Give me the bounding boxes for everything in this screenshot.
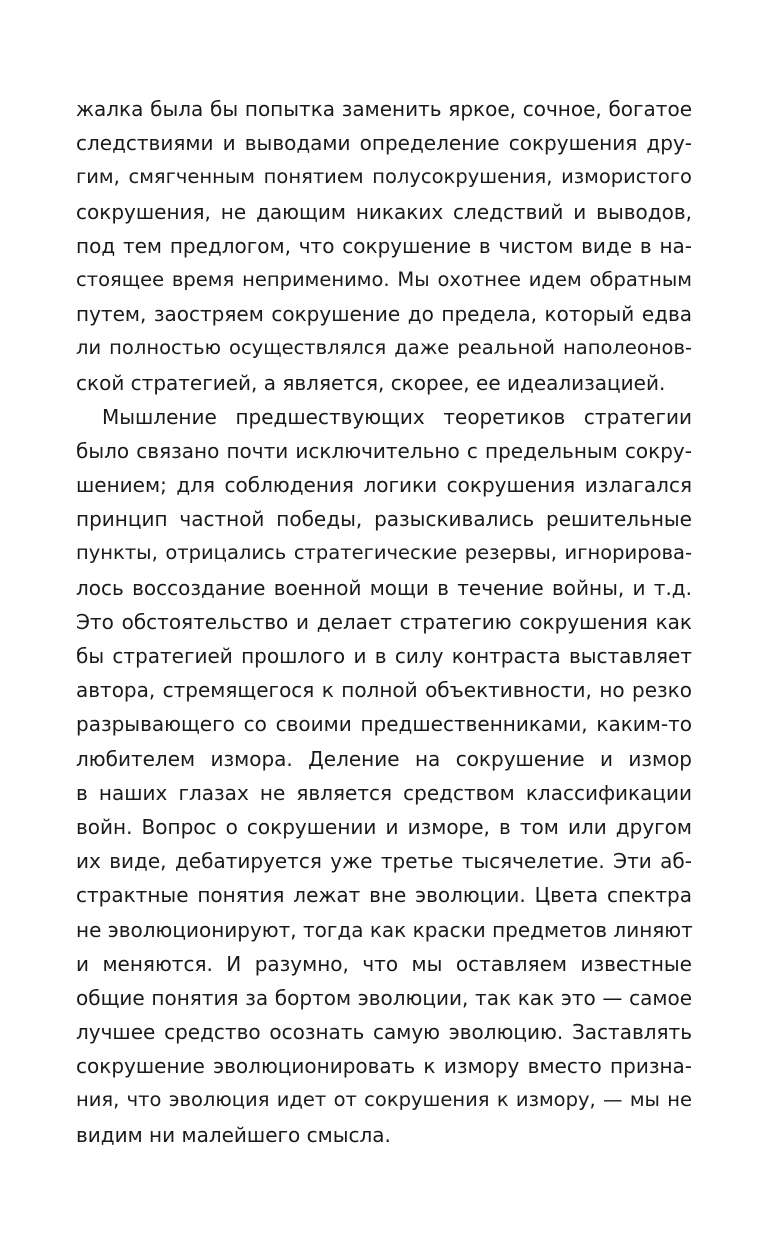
text-line: ния, что эволюция идет от сокрушения к измору, — мы не xyxy=(76,1088,692,1112)
text-line: бы стратегией прошлого и в силу контраста выставляет xyxy=(76,644,692,668)
paragraph-2 xyxy=(76,400,692,1152)
page-text xyxy=(76,92,692,1152)
text-line: Мышление предшествующих теоретиков стратегии xyxy=(102,404,692,429)
text-line: автора, стремящегося к полной объективности, но резко xyxy=(76,678,692,703)
text-line: пункты, отрицались стратегические резервы, игнорирова- xyxy=(76,541,692,565)
text-line: принцип частной победы, разыскивались решительные xyxy=(76,507,692,532)
text-line: страктные понятия лежат вне эволюции. Цвета спектра xyxy=(76,883,692,908)
text-line: ли полностью осуществлялся даже реальной наполеонов- xyxy=(76,336,692,360)
text-line: стоящее время неприменимо. Мы охотнее идем обратным xyxy=(76,267,692,291)
text-line: любителем измора. Деление на сокрушение и измор xyxy=(76,746,692,771)
text-line: жалка была бы попытка заменить яркое, сочное, богатое xyxy=(76,97,692,121)
text-line: войн. Вопрос о сокрушении и изморе, в том или другом xyxy=(76,814,692,839)
text-line: лучшее средство осознать самую эволюцию. Заставлять xyxy=(76,1020,692,1045)
text-line: шением; для соблюдения логики сокрушения излагался xyxy=(76,473,692,498)
text-line: следствиями и выводами определение сокрушения дру- xyxy=(76,131,692,156)
text-line: было связано почти исключительно с предельным сокру- xyxy=(76,438,692,463)
text-line: путем, заостряем сокрушение до предела, который едва xyxy=(76,302,692,327)
text-line: их виде, дебатируется уже третье тысячелетие. Эти аб- xyxy=(76,849,692,874)
text-line: и меняются. И разумно, что мы оставляем известные xyxy=(76,951,692,976)
text-line: сокрушение эволюционировать к измору вместо призна- xyxy=(76,1054,692,1079)
text-line: видим ни малейшего смысла. xyxy=(76,1122,391,1147)
text-line: Это обстоятельство и делает стратегию сокрушения как xyxy=(76,609,692,634)
text-line: под тем предлогом, что сокрушение в чистом виде в на- xyxy=(76,233,692,258)
paragraph-1 xyxy=(76,92,692,400)
text-line: сокрушения, не дающим никаких следствий и выводов, xyxy=(76,199,692,224)
text-line: гим, смягченным понятием полусокрушения, измористого xyxy=(76,165,692,189)
text-line: в наших глазах не является средством классификации xyxy=(76,780,692,805)
text-line: разрывающего со своими предшественниками, каким-то xyxy=(76,712,692,737)
text-line: общие понятия за бортом эволюции, так как это — самое xyxy=(76,985,692,1010)
text-line: не эволюционируют, тогда как краски предметов линяют xyxy=(76,917,693,942)
text-line: ской стратегией, а является, скорее, ее идеализацией. xyxy=(76,370,666,395)
text-line: лось воссоздание военной мощи в течение войны, и т.д. xyxy=(76,575,692,600)
